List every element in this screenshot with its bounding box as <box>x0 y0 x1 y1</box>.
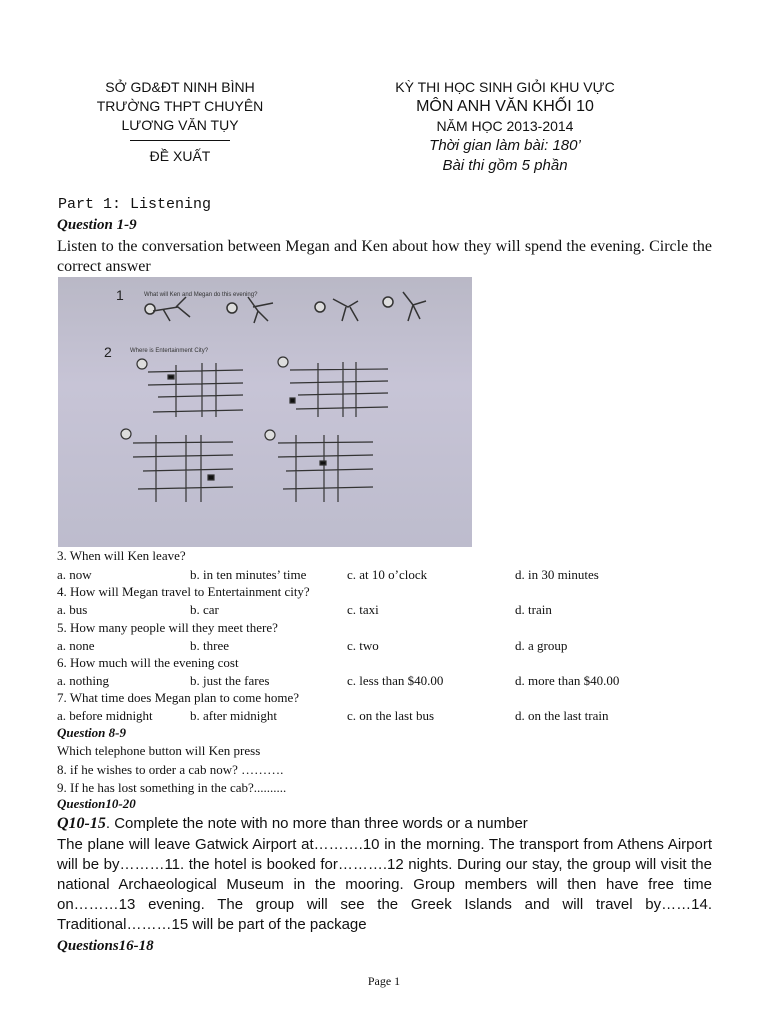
photo-q1-option-b <box>227 297 273 323</box>
question-6-option-d: d. more than $40.00 <box>515 673 620 688</box>
question-7-option-a: a. before midnight <box>57 708 153 723</box>
question-5: 5. How many people will they meet there? <box>57 620 278 635</box>
question-3: 3. When will Ken leave? <box>57 548 186 563</box>
question-5-option-b: b. three <box>190 638 229 653</box>
photo-map-d <box>265 430 373 502</box>
photo-map-b <box>278 357 388 417</box>
header-divider <box>130 140 230 141</box>
photo-map-a <box>137 359 243 417</box>
question-6-option-a: a. nothing <box>57 673 109 688</box>
question-10-15-label: Q10-15 <box>57 815 106 832</box>
question-4: 4. How will Megan travel to Entertainment city? <box>57 584 310 599</box>
header-exam <box>360 78 650 176</box>
question-1-9-instruction: Listen to the conversation between Megan and Ken about how they will spend the evening. Circle the correct answer <box>57 238 712 275</box>
photo-q2-text: Where is Entertainment City? <box>130 348 209 354</box>
header-proposal: ĐỀ XUẤT <box>149 148 211 164</box>
exam-parts: Bài thi gồm 5 phần <box>442 157 568 174</box>
question-4-option-b: b. car <box>190 602 219 617</box>
question-3-option-b: b. in ten minutes’ time <box>190 567 307 582</box>
question-7-option-b: b. after midnight <box>190 708 278 723</box>
question-6: 6. How much will the evening cost <box>57 655 239 670</box>
photo-q1-option-a <box>145 297 190 321</box>
question-4-option-d: d. train <box>515 602 552 617</box>
header-school-type: TRƯỜNG THPT CHUYÊN <box>96 98 264 114</box>
question-6-option-c: c. less than $40.00 <box>347 673 444 688</box>
question-5-option-a: a. none <box>57 638 95 653</box>
exam-subject: MÔN ANH VĂN KHỐI 10 <box>416 98 594 115</box>
question-3-option-c: c. at 10 o’clock <box>347 567 428 582</box>
worksheet-photo <box>58 277 472 547</box>
photo-map-c <box>121 429 233 502</box>
question-10-15-instruction <box>57 814 712 834</box>
question-5-option-c: c. two <box>347 638 379 653</box>
photo-q2-number: 2 <box>104 344 112 360</box>
page-number: Page 1 <box>367 974 401 988</box>
question-4-option-a: a. bus <box>57 602 88 617</box>
question-10-15-paragraph: The plane will leave Gatwick Airport at……….10 in the morning. The transport from Athens Airport will be by………11. the hotel is booked for……….12 nights. During our stay, the group will visit the national Archaeological Museum in the mooring. Group members will then have free time on………13 evening. The group will see the Greek Islands and will travel by……14. Traditional………15 will be part of the package <box>57 836 712 933</box>
exam-name: KỲ THI HỌC SINH GIỎI KHU VỰC <box>395 79 615 95</box>
question-4-option-c: c. taxi <box>347 602 379 617</box>
question-3-option-d: d. in 30 minutes <box>515 567 599 582</box>
question-7-option-c: c. on the last bus <box>347 708 435 723</box>
question-5-option-d: d. a group <box>515 638 568 653</box>
question-3-option-a: a. now <box>57 567 92 582</box>
question-6-option-b: b. just the fares <box>190 673 270 688</box>
photo-q1-option-c <box>315 299 358 321</box>
photo-q1-text: What will Ken and Megan do this evening? <box>144 292 258 298</box>
question-1-9-heading: Question 1-9 <box>57 217 137 233</box>
question-7-option-d: d. on the last train <box>515 708 609 723</box>
header-school-name: LƯƠNG VĂN TỤY <box>121 117 239 133</box>
header-school <box>60 78 300 166</box>
question-10-15-text: . Complete the note with no more than three words or a number <box>105 815 528 832</box>
exam-duration: Thời gian làm bài: 180’ <box>429 137 581 154</box>
header-department: SỞ GD&ĐT NINH BÌNH <box>105 79 255 95</box>
question-16-18-heading: Questions16-18 <box>57 938 154 954</box>
part-title: Part 1: Listening <box>58 196 212 213</box>
question-8: 8. if he wishes to order a cab now? ………. <box>57 762 284 777</box>
question-10-20-heading: Question10-20 <box>57 796 136 811</box>
exam-year: NĂM HỌC 2013-2014 <box>436 118 574 134</box>
question-8-9-intro: Which telephone button will Ken press <box>57 743 261 758</box>
question-9: 9. If he has lost something in the cab?.......... <box>57 780 287 795</box>
photo-q1-number: 1 <box>116 287 124 303</box>
photo-q1-option-d <box>383 292 426 321</box>
question-7: 7. What time does Megan plan to come home? <box>57 690 299 705</box>
question-8-9-heading: Question 8-9 <box>57 725 126 740</box>
worksheet-photo-illustration <box>58 277 472 547</box>
